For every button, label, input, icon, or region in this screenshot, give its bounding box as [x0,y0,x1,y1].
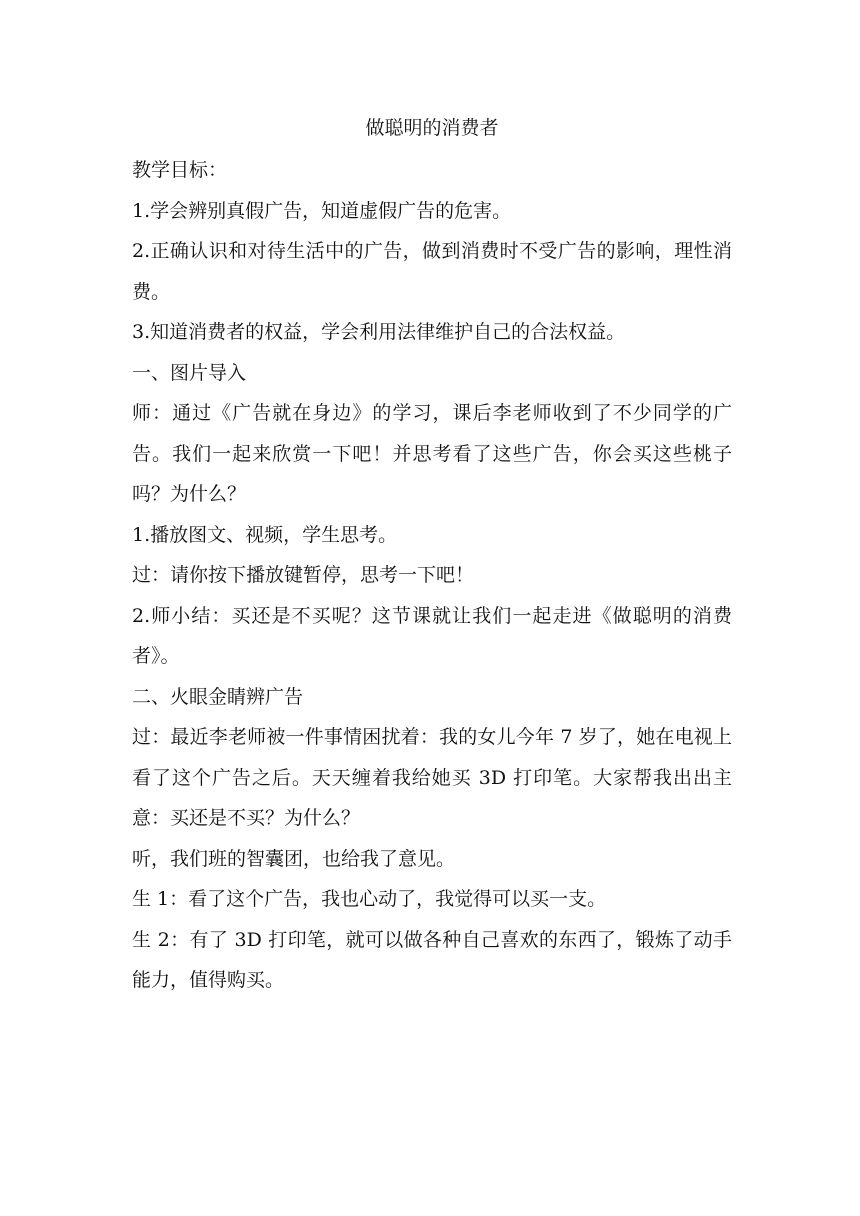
step-2-paragraph: 2.师小结：买还是不买呢？这节课就让我们一起走进《做聪明的消费者》。 [132,604,732,667]
goal-3: 3.知道消费者的权益，学会利用法律维护自己的合法权益。 [132,321,626,343]
section-1-heading: 一、图片导入 [132,361,247,384]
goal-2: 2.正确认识和对待生活中的广告，做到消费时不受广告的影响，理性消费。 [132,240,732,303]
section-2-heading: 二、火眼金睛辨广告 [132,685,304,708]
goal-1: 1.学会辨别真假广告，知道虚假广告的危害。 [132,199,512,222]
teaching-goals-heading: 教学目标： [132,159,228,181]
think-tank-paragraph: 听，我们班的智囊团，也给我了意见。 [132,847,456,870]
teacher-intro-paragraph: 师：通过《广告就在身边》的学习，课后李老师收到了不少同学的广告。我们一起来欣赏一下吧！并思考看了这些广告，你会买这些桃子吗？为什么？ [132,402,732,505]
student-2-paragraph: 生 2：有了 3D 打印笔，就可以做各种自己喜欢的东西了，锻炼了动手能力，值得购买。 [132,928,732,991]
document-body [132,106,732,1001]
student-1-paragraph: 生 1：看了这个广告，我也心动了，我觉得可以买一支。 [132,888,607,910]
transition-paragraph: 过：请你按下播放键暂停，思考一下吧！ [132,564,475,586]
step-1-paragraph: 1.播放图文、视频，学生思考。 [132,523,398,546]
document-title: 做聪明的消费者 [365,117,499,139]
transition-story-paragraph: 过：最近李老师被一件事情困扰着：我的女儿今年 7 岁了，她在电视上看了这个广告之后。天天缠着我给她买 3D 打印笔。大家帮我出出主意：买还是不买？为什么？ [132,726,732,829]
